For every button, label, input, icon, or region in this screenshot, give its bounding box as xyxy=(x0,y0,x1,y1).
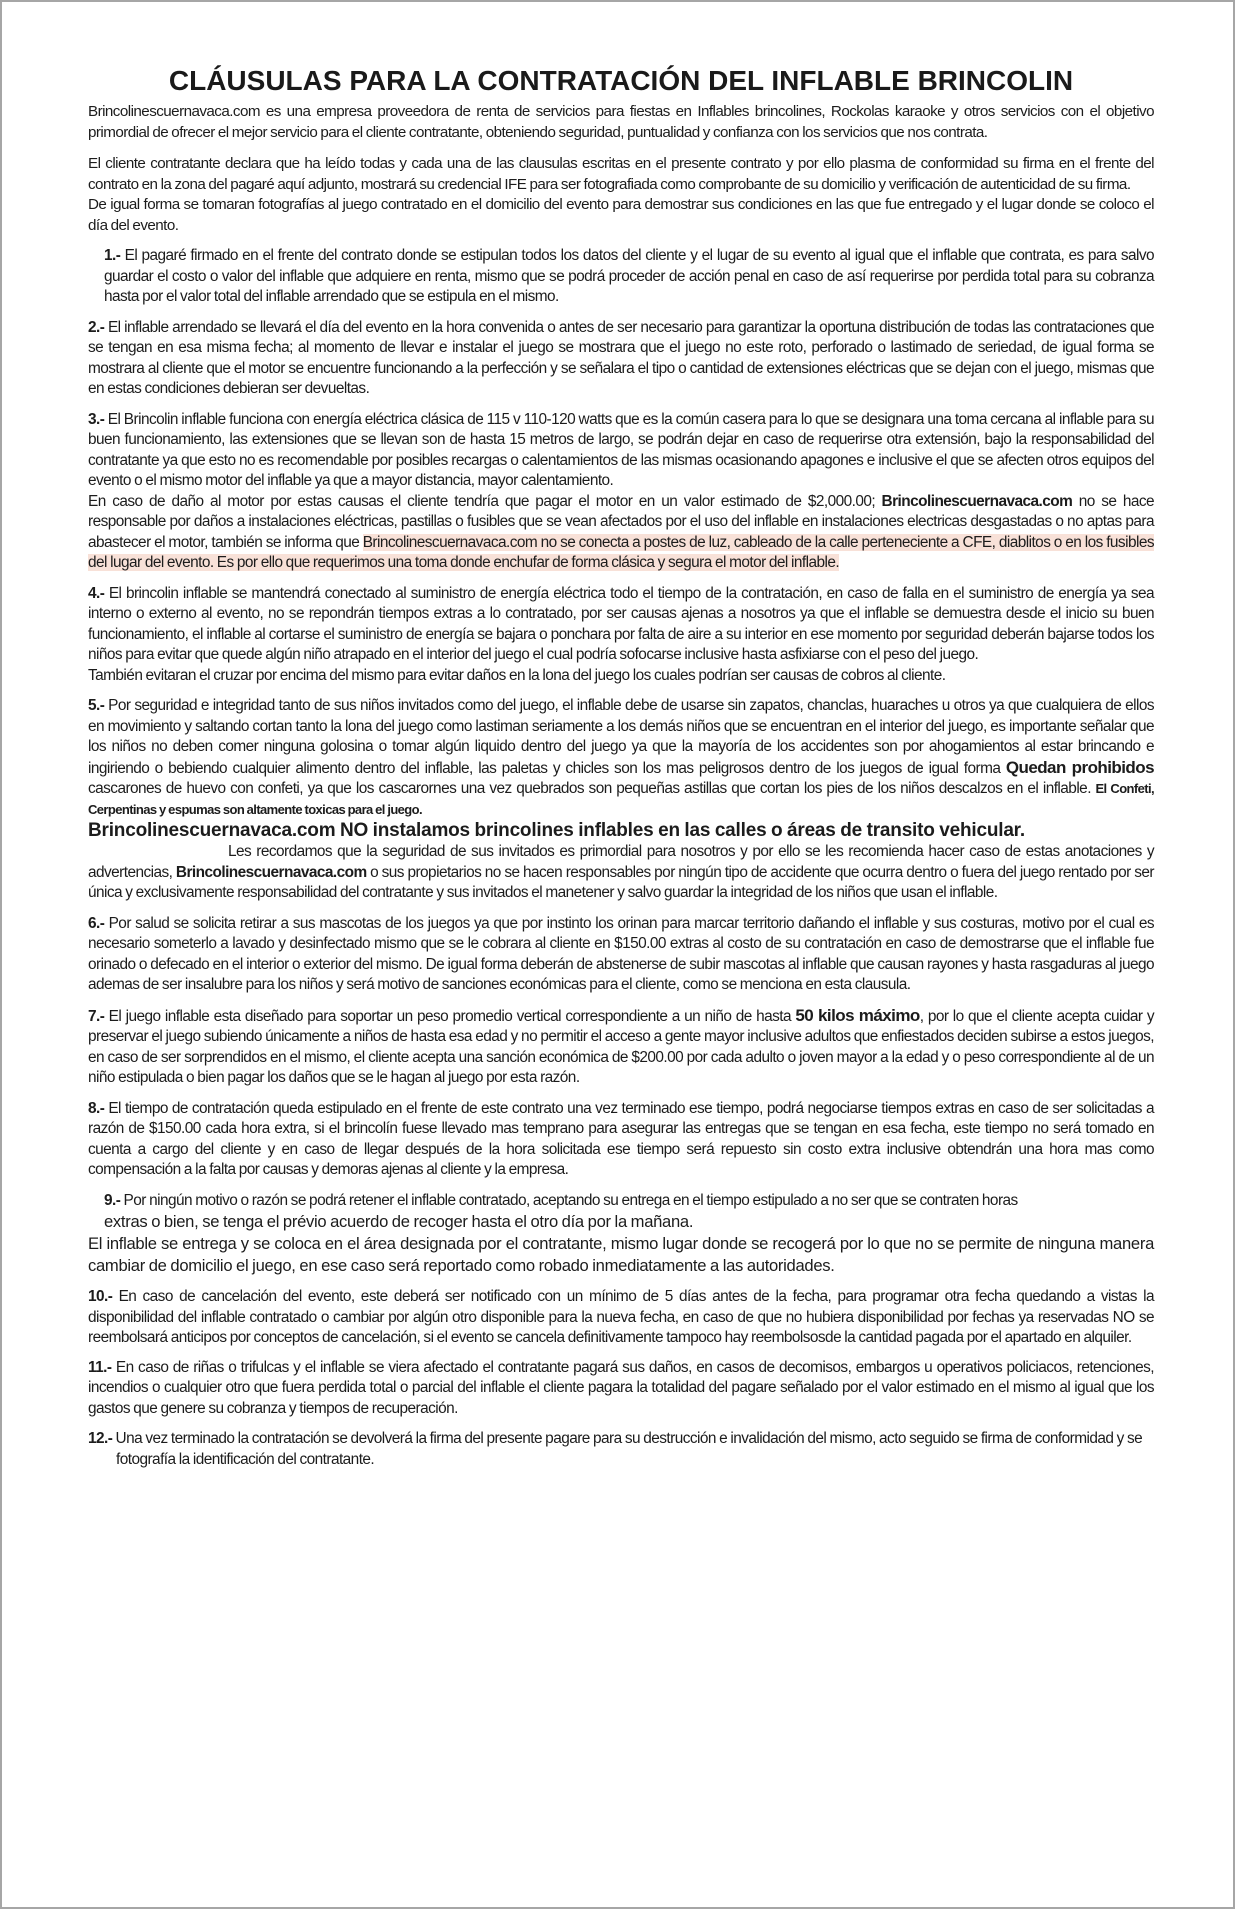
clause-3-damage xyxy=(88,492,1154,574)
clause-number: 10.- xyxy=(88,1288,113,1305)
contract-body xyxy=(88,64,1154,1470)
brand-name: Brincolinescuernavaca.com xyxy=(175,863,367,881)
intro-paragraph-company: Brincolinescuernavaca.com es una empresa proveedora de renta de servicios para fiestas en Inflables brincolines, Rockolas karaoke y otros servicios con el objetivo primordial de ofrecer el mejor servicio para el cliente contratante, obteniendo seguridad, puntualidad y confianza con los servicios que nos contrata. xyxy=(88,103,1154,141)
damage-text-continued: no se hace responsable por daños a instalaciones eléctricas, pastillas o fusibles que se vean afectados por el uso del inflable en instalaciones electricas desgastadas o no aptas para abastecer el motor, también se informa que xyxy=(88,492,1154,551)
clause-4 xyxy=(88,584,1154,666)
clause-text: En caso de cancelación del evento, este deberá ser notificado con un mínimo de 5 días antes de la fecha, para programar otra fecha quedando a vistas la disponibilidad del inflable contratado o cambiar por algún otro disponible para la nueva fecha, en caso de que no hubiera disponibilidad por fechas ya reservadas NO se reembolsará anticipos por conceptos de cancelación, si el evento se cancela definitivamente tampoco hay reembolsosde la cantidad pagada por el apartado en alquiler. xyxy=(88,1288,1154,1346)
clause-number: 6.- xyxy=(88,914,105,932)
clause-number: 7.- xyxy=(88,1007,105,1025)
clause-5-reminder xyxy=(88,842,1154,904)
intro-paragraph-photos: De igual forma se tomaran fotografías al juego contratado en el domicilio del evento para demostrar sus condiciones en las que fue entregado y el lugar donde se coloco el día del evento. xyxy=(88,196,1154,234)
reminder-text-continued: o sus propietarios no se hacen responsables por ningún tipo de accidente que ocurra dentro o fuera del juego rentado por ser única y exclusivamente responsabilidad del contratante y sus invitados el manetener y salvo guardar la integridad de los niños que usan el inflable. xyxy=(88,863,1154,901)
clause-9-extra: El inflable se entrega y se coloca en el área designada por el contratante, mismo lugar donde se recogerá por lo que no se permite de ninguna manera cambiar de domicilio el juego, en ese caso será reportado como robado inmediatamente a las autoridades. xyxy=(88,1234,1154,1275)
clause-text: Una vez terminado la contratación se devolverá la firma del presente pagare para su destrucción e invalidación del mismo, acto seguido se firma de conformidad y se fotografía la identificación del contratante. xyxy=(112,1430,1143,1468)
clause-9 xyxy=(104,1191,1154,1212)
clause-text: El Brincolin inflable funciona con energía eléctrica clásica de 115 v 110-120 watts que es la común casera para lo que se designara una toma cercana al inflable para su buen funcionamiento, las extensiones que se llevan son de hasta 15 metros de largo, se podrán dejar en caso de requerirse otra extensión, bajo la responsabilidad del contratante ya que esto no es recomendable por posibles recargas o calentamientos de las mismas ocasionando apagones e inclusive el que se afecten otros equipos del evento o el mismo motor del inflable ya que a mayor distancia, mayor calentamiento. xyxy=(88,410,1154,489)
clause-number: 4.- xyxy=(88,584,105,602)
highlighted-notice: Brincolinescuernavaca.com no se conecta a postes de luz, cableado de la calle perteneciente a CFE, diablitos o en los fusibles del lugar del evento. Es por ello que requerimos una toma donde enchufar de forma clásica y segura el motor del inflable. xyxy=(88,533,1154,571)
clause-text: Por ningún motivo o razón se podrá retener el inflable contratado, aceptando su entrega en el tiempo estipulado a no ser que se contraten horas xyxy=(120,1191,1018,1209)
clause-text: El inflable arrendado se llevará el día del evento en la hora convenida o antes de ser necesario para garantizar la oportuna distribución de todas las contrataciones que se tengan en esa misma fecha; al momento de llevar e instalar el juego se mostrara que el juego no este roto, perforado o lastimado de seriedad, de igual forma se mostrara al cliente que el motor se encuentre funcionando a la perfección y se señalara el tipo o cantidad de extensiones eléctricas que se dejan con el juego, mismas que en estas condiciones debieran ser devueltas. xyxy=(88,318,1154,397)
clause-number: 1.- xyxy=(104,247,121,264)
clause-number: 9.- xyxy=(104,1191,121,1209)
reminder-text: Les recordamos que la seguridad de sus invitados es primordial para nosotros y por ello se les recomienda hacer caso de estas anotaciones y advertencias, xyxy=(88,843,1154,881)
clause-10 xyxy=(88,1287,1154,1349)
clause-6 xyxy=(88,914,1154,996)
clause-11 xyxy=(88,1358,1154,1420)
clause-9-continued: extras o bien, se tenga el prévio acuerdo de recoger hasta el otro día por la mañana. xyxy=(104,1212,694,1231)
clause-number: 3.- xyxy=(88,410,105,428)
clause-text: El tiempo de contratación queda estipulado en el frente de este contrato una vez terminado ese tiempo, podrá negociarse tiempos extras en caso de ser solicitadas a razón de $150.00 cada hora extra, si el brincolín fuese llevado mas temprano para asegurar las entregas que se tengan en esa fecha, este tiempo no será tomado en cuenta a cargo del cliente y en caso de llegar después de la hora solicitada ese tiempo será repuesto sin costo extra inclusive obtendrán una hora mas como compensación a la falta por causas y demoras ajenas al cliente y la empresa. xyxy=(88,1099,1154,1178)
clause-8 xyxy=(88,1099,1154,1181)
clause-number: 11.- xyxy=(88,1358,112,1376)
clause-1 xyxy=(104,246,1154,308)
brand-name: Brincolinescuernavaca.com xyxy=(881,492,1073,510)
no-street-install-banner: Brincolinescuernavaca.com NO instalamos brincolines inflables en las calles o áreas de transito vehicular. xyxy=(88,820,1025,841)
toxic-warning: El Confeti, Cerpentinas y espumas son altamente toxicas para el juego. xyxy=(88,781,1154,817)
clause-number: 8.- xyxy=(88,1099,105,1117)
clause-number: 2.- xyxy=(88,318,105,336)
clause-text: El pagaré firmado en el frente del contrato donde se estipulan todos los datos del cliente y el lugar de su evento al igual que el inflable que contrata, es para salvo guardar el costo o valor del inflable que adquiere en renta, mismo que se podrá proceder de acción penal en caso de así requerirse por perdida total para su cobranza hasta por el valor total del inflable arrendado que se estipula en el mismo. xyxy=(104,247,1154,305)
clause-text: Por seguridad e integridad tanto de sus niños invitados como del juego, el inflable debe de usarse sin zapatos, chanclas, huaraches u otros ya que cualquiera de ellos en movimiento y saltando cortan tanto la lona del juego como lastiman seriamente a los demás niños que se encuentran en el interior del juego, es importante señalar que los niños no deben comer ninguna golosina o tomar algún liquido dentro del juego ya que la mayoría de los accidentes son por ahogamientos al estar brincando e ingiriendo o bebiendo cualquier alimento dentro del inflable, las paletas y chicles son los mas peligrosos dentro de los juegos de igual forma xyxy=(88,697,1154,777)
clause-2 xyxy=(88,318,1154,400)
clause-text: En caso de riñas o trifulcas y el inflable se viera afectado el contratante pagará sus daños, en casos de decomisos, embargos u operativos policiacos, retenciones, incendios o cualquier otro que fuera perdida total o parcial del inflable el cliente pagara la totalidad del pagare señalado por el valor estimado en el mismo al igual que los gastos que genere su cobranza y tiempos de recuperación. xyxy=(88,1358,1154,1417)
clause-12 xyxy=(88,1429,1154,1470)
clause-text-continued: cascarones de huevo con confeti, ya que los cascarornes una vez quebrados son pequeñas astillas que cortan los pies de los niños descalzos en el inflable. xyxy=(88,780,1096,797)
clause-text: El juego inflable esta diseñado para soportar un peso promedio vertical correspondiente a un niño de hasta xyxy=(104,1007,796,1025)
clause-4-extra: También evitaran el cruzar por encima del mismo para evitar daños en la lona del juego los cuales podrían ser causas de cobros al cliente. xyxy=(88,666,946,684)
prohibited-label: Quedan prohibidos xyxy=(1005,757,1154,777)
damage-text: En caso de daño al motor por estas causas el cliente tendría que pagar el motor en un valor estimado de $2,000.00; xyxy=(88,492,882,510)
max-weight-value: 50 xyxy=(795,1005,814,1025)
max-weight-unit: kilos máximo xyxy=(813,1005,920,1025)
intro-paragraph-declaration: El cliente contratante declara que ha leído todas y cada una de las clausulas escritas en el presente contrato y por ello plasma de conformidad su firma en el frente del contrato en la zona del pagaré aquí adjunto, mostrará su credencial IFE para ser fotografiada como comprobante de su domicilio y verificación de autenticidad de su firma. xyxy=(88,155,1154,193)
clause-number: 5.- xyxy=(88,697,105,714)
clause-text-continued: , por lo que el cliente acepta cuidar y preservar el juego subiendo únicamente a niños de hasta esa edad y no permitir el acceso a gente mayor inclusive adultos que enfiestados deciden subirse a estos juegos, en caso de ser sorprendidos en el mismo, el cliente acepta una sanción económica de $200.00 por cada adulto o joven mayor a la edad y o peso correspondiente al de un niño estipulada o bien pagar los daños que se le hagan al juego por esta razón. xyxy=(88,1007,1154,1086)
clause-5 xyxy=(88,696,1154,820)
clause-text: El brincolin inflable se mantendrá conectado al suministro de energía eléctrica todo el tiempo de la contratación, en caso de falla en el suministro de energía ya sea interno o externo al evento, no se repondrán tiempos extras a lo contratado, por ser causas ajenas a nosotros ya que el inflable se demuestra desde el inicio su buen funcionamiento, el inflable al cortarse el suministro de energía se bajara o ponchara por falta de aire a su interior en ese momento por seguridad deberán bajarse todos los niños para evitar que quede algún niño atrapado en el interior del juego el cual podría sofocarse inclusive hasta asfixiarse con el peso del juego. xyxy=(88,584,1154,663)
clause-7 xyxy=(88,1006,1154,1089)
clause-number: 12.- xyxy=(88,1430,113,1447)
clause-text: Por salud se solicita retirar a sus mascotas de los juegos ya que por instinto los orinan para marcar territorio dañando el inflable y sus costuras, motivo por el cual es necesario someterlo a lavado y desinfectado mismo que se le cobrara al cliente en $150.00 extras al costo de su contratación en caso de demostrarse que el inflable fue orinado o defecado en el interior o exterior del mismo. De igual forma deberán de abstenerse de subir mascotas al inflable que causan rayones y hasta rasgaduras al juego ademas de ser insalubre para los niños y será motivo de sanciones económicas para el cliente, como se menciona en esta clausula. xyxy=(88,914,1154,993)
document-title: CLÁUSULAS PARA LA CONTRATACIÓN DEL INFLABLE BRINCOLIN xyxy=(168,65,1074,96)
clause-3 xyxy=(88,410,1154,492)
